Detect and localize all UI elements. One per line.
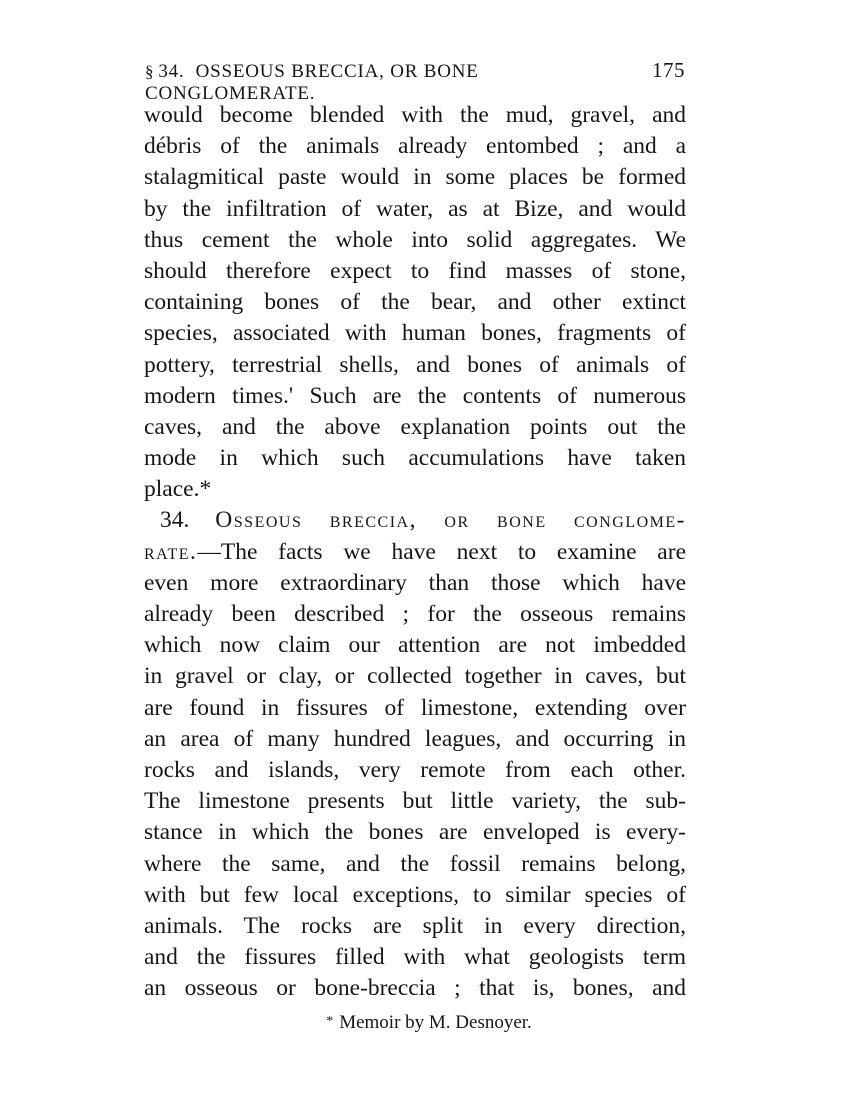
text-line: where the same, and the fossil remains belong, — [144, 850, 686, 877]
text-line: stalagmitical paste would in some places be formed — [144, 164, 686, 191]
running-head-left — [145, 61, 652, 105]
footnote-marker: * — [326, 1014, 334, 1029]
text-line: in gravel or clay, or collected together in caves, but — [144, 663, 686, 690]
text-line: thus cement the whole into solid aggregates. We — [144, 226, 686, 253]
text-line: by the infiltration of water, as at Bize, and would — [144, 195, 686, 222]
section-text-start: —The facts we have next to examine are — [197, 538, 686, 565]
text-line: débris of the animals already entombed ; and a — [144, 133, 686, 160]
text-line: species, associated with human bones, fragments of — [144, 320, 686, 347]
text-line: are found in fissures of limestone, extending over — [144, 694, 686, 721]
section-sign: § — [145, 62, 155, 81]
running-head-section: 34. — [158, 61, 185, 82]
section-heading-title-end: rate. — [144, 538, 198, 565]
text-line: an area of many hundred leagues, and occurring in — [144, 725, 686, 752]
text-line: modern times.' Such are the contents of numerous — [144, 382, 686, 409]
section-heading-line — [144, 505, 686, 536]
text-line: an osseous or bone-breccia ; that is, bones, and — [144, 975, 686, 1002]
text-line: caves, and the above explanation points out the — [144, 413, 686, 440]
text-line: containing bones of the bear, and other extinct — [144, 289, 686, 316]
text-line: pottery, terrestrial shells, and bones of animals of — [144, 351, 686, 378]
text-line: animals. The rocks are split in every direction, — [144, 912, 686, 939]
section-heading-number: 34. — [160, 507, 190, 534]
section-heading-title: Osseous breccia, or bone conglome- — [215, 507, 686, 534]
running-head — [145, 58, 685, 104]
text-line: stance in which the bones are enveloped is every- — [144, 819, 686, 846]
footnote-text: Memoir by M. Desnoyer. — [339, 1012, 532, 1033]
footnote — [0, 1012, 850, 1034]
text-line: mode in which such accumulations have taken — [144, 445, 686, 472]
section-heading-line-continued — [144, 537, 686, 568]
text-line: and the fissures filled with what geologists term — [144, 944, 686, 971]
text-line: with but few local exceptions, to similar species of — [144, 881, 686, 908]
running-head-title: OSSEOUS BRECCIA, OR BONE CONGLOMERATE. — [145, 61, 479, 104]
text-line: place.* — [144, 476, 212, 503]
text-line: already been described ; for the osseous remains — [144, 601, 686, 627]
text-line: should therefore expect to find masses of stone, — [144, 257, 686, 284]
text-line: which now claim our attention are not imbedded — [144, 632, 686, 659]
text-line: even more extraordinary than those which have — [144, 569, 686, 596]
text-line: would become blended with the mud, gravel, and — [144, 102, 686, 128]
body-text — [144, 100, 686, 1004]
page-number: 175 — [652, 58, 685, 82]
text-line: rocks and islands, very remote from each other. — [144, 756, 686, 783]
text-line: The limestone presents but little variety, the sub- — [144, 788, 686, 815]
